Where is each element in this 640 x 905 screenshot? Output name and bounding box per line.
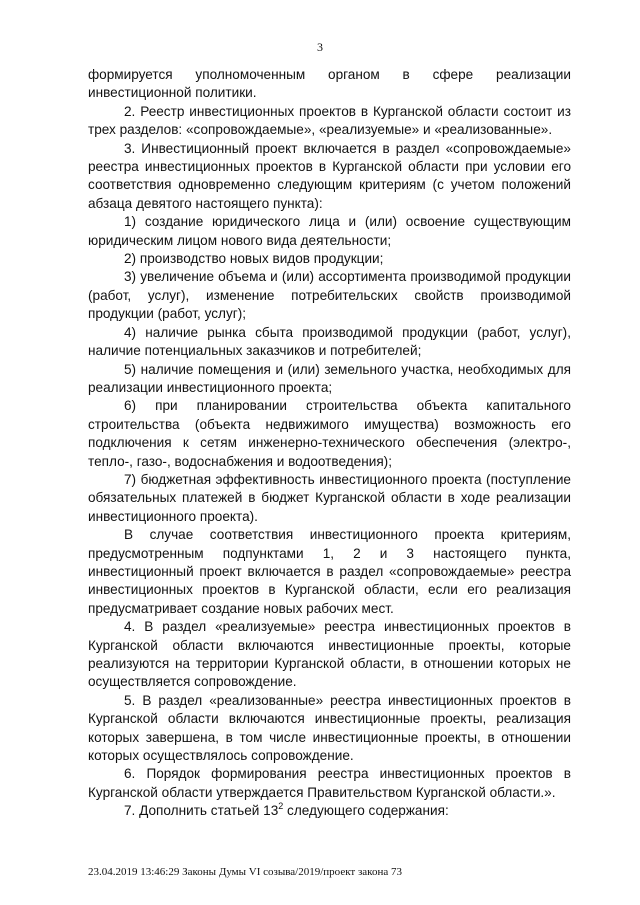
document-body [88, 66, 571, 821]
document-footer: 23.04.2019 13:46:29 Законы Думы VI созыва/2019/проект закона 73 [88, 866, 402, 878]
paragraph: 4. В раздел «реализуемые» реестра инвестиционных проектов в Курганской области включаются инвестиционные проекты, которые реализуются на территории Курганской области, в отношении которых не осуществляется сопровождение. [88, 619, 571, 690]
paragraph: В случае соответствия инвестиционного проекта критериям, предусмотренным подпунктами 1, 2 и 3 настоящего пункта, инвестиционный проект включается в раздел «сопровождаемые» реестра инвестиционных проектов в Курганской области, если его реализация предусматривает создание новых рабочих мест. [88, 527, 571, 616]
list-item: 5) наличие помещения и (или) земельного участка, необходимых для реализации инвестиционного проекта; [88, 361, 571, 395]
paragraph: 5. В раздел «реализованные» реестра инвестиционных проектов в Курганской области включаются инвестиционные проекты, реализация которых завершена, в том числе инвестиционные проекты, в отношении которых осуществлялось сопровождение. [88, 692, 571, 764]
list-item: 2) производство новых видов продукции; [124, 251, 384, 267]
article-addition-text: 7. Дополнить статьей 13 [124, 803, 279, 819]
list-item: 7) бюджетная эффективность инвестиционного проекта (поступление обязательных платежей в бюджет Курганской области в ходе реализации инвестиционного проекта). [88, 471, 571, 524]
paragraph: 2. Реестр инвестиционных проектов в Курганской области состоит из трех разделов: «сопровождаемые», «реализуемые» и «реализованные». [88, 103, 571, 138]
paragraph: 3. Инвестиционный проект включается в раздел «сопровождаемые» реестра инвестиционных проектов в Курганской области при условии его соответствия одновременно следующим критериям (с учетом положений абзаца девятого настоящего пункта): [88, 140, 571, 211]
list-item: 4) наличие рынка сбыта производимой продукции (работ, услуг), наличие потенциальных заказчиков и потребителей; [88, 324, 571, 359]
list-item: 6) при планировании строительства объекта капитального строительства (объекта недвижимого имущества) возможность его подключения к сетям инженерно-технического обеспечения (электро-, тепло-, газо-, водоснабжения и водоотведения); [88, 398, 571, 469]
list-item: 3) увеличение объема и (или) ассортимента производимой продукции (работ, услуг), изменение потребительских свойств производимой продукции (работ, услуг); [88, 269, 571, 322]
article-addition-text-end: следующего содержания: [283, 803, 449, 819]
paragraph-article-addition [88, 802, 571, 820]
paragraph: 6. Порядок формирования реестра инвестиционных проектов в Курганской области утверждается Правительством Курганской области.». [88, 766, 571, 800]
page-number: 3 [317, 40, 323, 54]
paragraph: формируется уполномоченным органом в сфере реализации инвестиционной политики. [88, 67, 571, 101]
list-item: 1) создание юридического лица и (или) освоение существующим юридическим лицом нового вида деятельности; [88, 214, 571, 248]
article-number-superscript: 2 [278, 801, 284, 812]
